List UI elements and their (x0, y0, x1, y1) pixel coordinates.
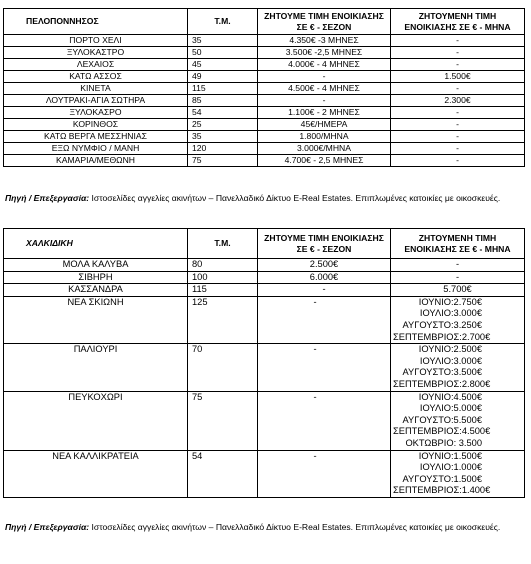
table-row (4, 271, 525, 284)
month-price-cell (391, 391, 525, 450)
season-price-cell: 45€/ΗΜΕΡΑ (258, 119, 391, 131)
table-row (4, 259, 525, 272)
month-price-line: ΣΕΠΤΕΜΒΡΙΟΣ:2.700€ (393, 331, 491, 342)
season-price-cell: 1.800/ΜΗΝΑ (258, 131, 391, 143)
location-cell: ΝΕΑ ΚΑΛΛΙΚΡΑΤΕΙΑ (4, 450, 188, 497)
month-price-cell (391, 344, 525, 391)
month-price-cell: - (391, 35, 525, 47)
season-price-cell: 4.500€ - 4 ΜΗΝΕΣ (258, 83, 391, 95)
peloponnese-table (3, 8, 525, 167)
peloponnese-table-body (4, 35, 525, 167)
month-price-cell (391, 450, 525, 497)
month-price-header: ΖΗΤΟΥΜΕΝΗ ΤΙΜΗ ΕΝΟΙΚΙΑΣΗΣ ΣΕ € - ΜΗΝΑ (391, 229, 525, 259)
area-cell: 115 (188, 83, 258, 95)
area-header: Τ.Μ. (188, 9, 258, 35)
season-price-cell: - (258, 450, 391, 497)
source-note (5, 191, 525, 205)
table-row (4, 71, 525, 83)
region-header: ΧΑΛΚΙΔΙΚΗ (4, 229, 188, 259)
season-price-header: ΖΗΤΟΥΜΕ ΤΙΜΗ ΕΝΟΙΚΙΑΣΗΣ ΣΕ € - ΣΕΖΟΝ (258, 9, 391, 35)
location-cell: ΜΟΛΑ ΚΑΛΥΒΑ (4, 259, 188, 272)
month-price-line: ΙΟΥΝΙΟ:2.500€ (418, 344, 482, 355)
season-price-cell: 1.100€ - 2 ΜΗΝΕΣ (258, 107, 391, 119)
table-row (4, 119, 525, 131)
month-price-line: ΑΥΓΟΥΣΤΟ:3.250€ (402, 319, 482, 330)
area-cell: 75 (188, 155, 258, 167)
area-cell: 35 (188, 131, 258, 143)
area-cell: 50 (188, 47, 258, 59)
month-price-cell (391, 284, 525, 297)
area-cell: 115 (188, 284, 258, 297)
location-cell: ΕΞΩ ΝΥΜΦΙΟ / ΜΑΝΗ (4, 143, 188, 155)
season-price-cell: - (258, 391, 391, 450)
location-cell: ΞΥΛΟΚΑΣΡΟ (4, 107, 188, 119)
month-price-line: ΙΟΥΝΙΟ:2.750€ (418, 296, 482, 307)
source-label: Πηγή / Επεξεργασία: (5, 193, 90, 203)
table-row (4, 83, 525, 95)
area-cell: 75 (188, 391, 258, 450)
table-row (4, 391, 525, 450)
month-price-cell: - (391, 47, 525, 59)
location-cell: ΠΕΥΚΟΧΩΡΙ (4, 391, 188, 450)
season-price-cell: 4.700€ - 2,5 ΜΗΝΕΣ (258, 155, 391, 167)
month-price-line: ΙΟΥΛΙΟ:3.000€ (419, 355, 482, 366)
month-price-line: ΑΥΓΟΥΣΤΟ:5.500€ (402, 414, 482, 425)
table-row (4, 107, 525, 119)
area-header: Τ.Μ. (188, 229, 258, 259)
location-cell: ΚΑΜΑΡΙΑ/ΜΕΘΩΝΗ (4, 155, 188, 167)
region-header: ΠΕΛΟΠΟΝΝΗΣΟΣ (4, 9, 188, 35)
location-cell: ΛΕΧΑΙΟΣ (4, 59, 188, 71)
table-row (4, 450, 525, 497)
table-row (4, 284, 525, 297)
season-price-cell: - (258, 71, 391, 83)
season-price-cell: 3.000€/ΜΗΝΑ (258, 143, 391, 155)
table-row (4, 95, 525, 107)
month-price-line: ΣΕΠΤΕΜΒΡΙΟΣ:2.800€ (393, 378, 491, 389)
season-price-cell: 4.000€ - 4 ΜΗΝΕΣ (258, 59, 391, 71)
area-cell: 54 (188, 450, 258, 497)
month-price-cell: 2.300€ (391, 95, 525, 107)
month-price-line: ΑΥΓΟΥΣΤΟ:1.500€ (402, 473, 482, 484)
month-price-header: ΖΗΤΟΥΜΕΝΗ ΤΙΜΗ ΕΝΟΙΚΙΑΣΗΣ ΣΕ € - ΜΗΝΑ (391, 9, 525, 35)
location-cell: ΚΑΤΩ ΑΣΣΟΣ (4, 71, 188, 83)
area-cell: 54 (188, 107, 258, 119)
area-cell: 70 (188, 344, 258, 391)
location-cell: ΚΑΣΣΑΝΔΡΑ (4, 284, 188, 297)
season-price-cell: - (258, 296, 391, 343)
location-cell: ΠΟΡΤΟ ΧΕΛΙ (4, 35, 188, 47)
season-price-cell: 4.350€ -3 ΜΗΝΕΣ (258, 35, 391, 47)
season-price-cell: - (258, 344, 391, 391)
area-cell: 45 (188, 59, 258, 71)
location-cell: ΚΟΡΙΝΘΟΣ (4, 119, 188, 131)
month-price-line: ΙΟΥΛΙΟ:3.000€ (419, 308, 482, 319)
month-price-cell (391, 259, 525, 272)
season-price-cell: - (258, 95, 391, 107)
area-cell: 80 (188, 259, 258, 272)
season-price-cell: 3.500€ -2,5 ΜΗΝΕΣ (258, 47, 391, 59)
location-cell: ΝΕΑ ΣΚΙΩΝΗ (4, 296, 188, 343)
location-cell: ΠΑΛΙΟΥΡΙ (4, 344, 188, 391)
season-price-cell: 2.500€ (258, 259, 391, 272)
source-note (5, 520, 525, 534)
table-row (4, 59, 525, 71)
month-price-line: ΙΟΥΛΙΟ:1.000€ (419, 462, 482, 473)
month-price-cell (391, 296, 525, 343)
source-label: Πηγή / Επεξεργασία: (5, 522, 90, 532)
month-price-cell: - (391, 155, 525, 167)
location-cell: ΞΥΛΟΚΑΣΤΡΟ (4, 47, 188, 59)
area-cell: 100 (188, 271, 258, 284)
month-price-line: - (455, 271, 460, 282)
source-text: Ιστοσελίδες αγγελίες ακινήτων – Πανελλαδικό Δίκτυο E-Real Estates. Επιπλωμένες κατοικίες με οικοσκευές. (89, 522, 501, 532)
month-price-cell: - (391, 143, 525, 155)
month-price-line: ΣΕΠΤΕΜΒΡΙΟΣ:4.500€ (393, 426, 491, 437)
month-price-cell: - (391, 131, 525, 143)
season-price-header: ΖΗΤΟΥΜΕ ΤΙΜΗ ΕΝΟΙΚΙΑΣΗΣ ΣΕ € - ΣΕΖΟΝ (258, 229, 391, 259)
month-price-cell: - (391, 107, 525, 119)
source-text: Ιστοσελίδες αγγελίες ακινήτων – Πανελλαδικό Δίκτυο E-Real Estates. Επιπλωμένες κατοικίες με οικοσκευές. (89, 193, 501, 203)
month-price-cell (391, 271, 525, 284)
chalkidiki-table (3, 228, 525, 498)
month-price-cell: - (391, 59, 525, 71)
month-price-line: ΙΟΥΛΙΟ:5.000€ (419, 403, 482, 414)
month-price-cell: 1.500€ (391, 71, 525, 83)
table-row (4, 155, 525, 167)
location-cell: ΚΙΝΕΤΑ (4, 83, 188, 95)
location-cell: ΣΙΒΗΡΗ (4, 271, 188, 284)
month-price-line: - (455, 259, 460, 269)
month-price-line: ΟΚΤΩΒΡΙΟ: 3.500 (405, 437, 482, 448)
table-row (4, 35, 525, 47)
table-row (4, 131, 525, 143)
area-cell: 85 (188, 95, 258, 107)
month-price-line: ΑΥΓΟΥΣΤΟ:3.500€ (402, 367, 482, 378)
month-price-line: ΣΕΠΤΕΜΒΡΙΟΣ:1.400€ (393, 485, 491, 496)
month-price-cell: - (391, 83, 525, 95)
table-row (4, 296, 525, 343)
month-price-cell: - (391, 119, 525, 131)
month-price-line: ΙΟΥΝΙΟ:1.500€ (418, 450, 482, 461)
location-cell: ΛΟΥΤΡΑΚΙ-ΑΓΙΑ ΣΩΤΗΡΑ (4, 95, 188, 107)
table-row (4, 344, 525, 391)
area-cell: 49 (188, 71, 258, 83)
month-price-line: ΙΟΥΝΙΟ:4.500€ (418, 391, 482, 402)
table-row (4, 143, 525, 155)
location-cell: ΚΑΤΩ ΒΕΡΓΑ ΜΕΣΣΗΝΙΑΣ (4, 131, 188, 143)
season-price-cell: - (258, 284, 391, 297)
area-cell: 125 (188, 296, 258, 343)
area-cell: 120 (188, 143, 258, 155)
chalkidiki-table-body (4, 259, 525, 498)
area-cell: 35 (188, 35, 258, 47)
table-row (4, 47, 525, 59)
month-price-line: 5.700€ (443, 284, 472, 295)
season-price-cell: 6.000€ (258, 271, 391, 284)
area-cell: 25 (188, 119, 258, 131)
